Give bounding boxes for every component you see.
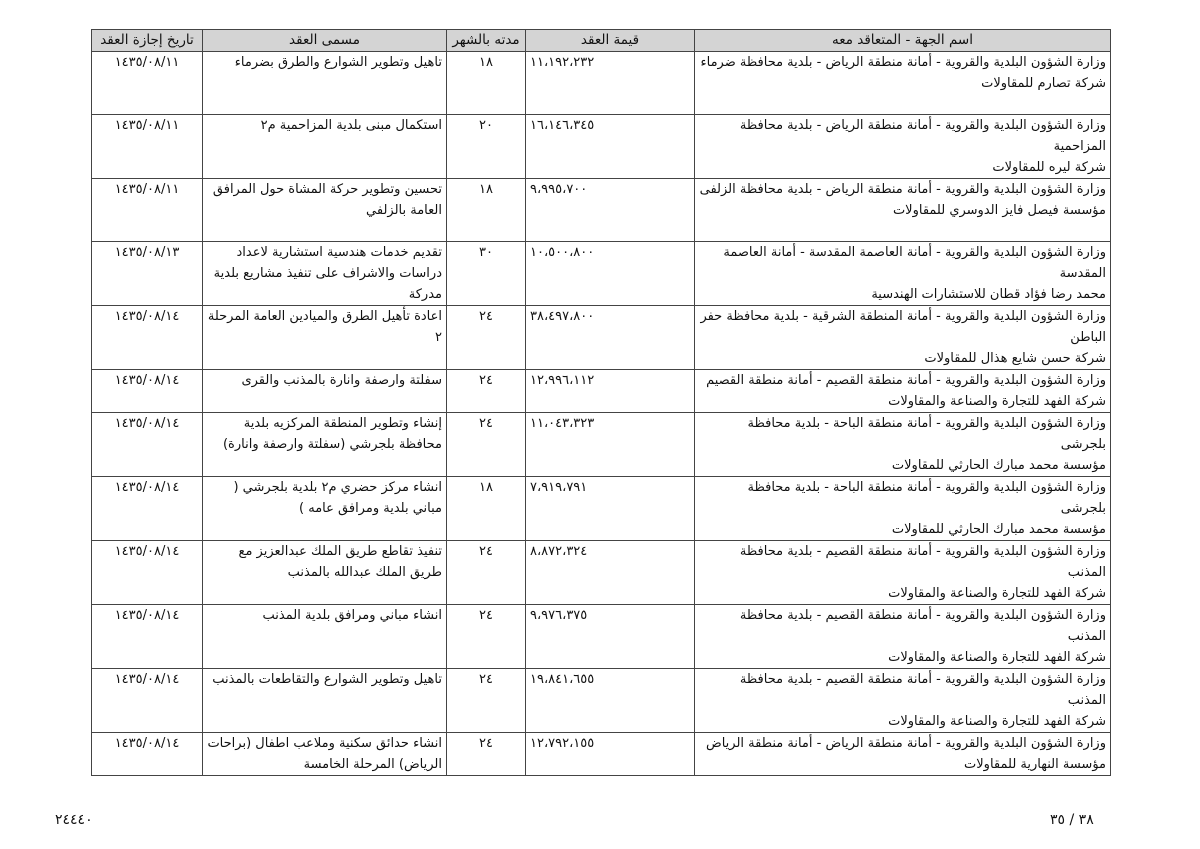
cell-value: ٨،٨٧٢،٣٢٤ [526,541,695,605]
cell-date: ١٤٣٥/٠٨/١١ [92,52,203,115]
cell-value: ٣٨،٤٩٧،٨٠٠ [526,306,695,370]
cell-title: إنشاء وتطوير المنطقة المركزيه بلدية محافظة بلجرشي (سفلتة وارصفة وانارة) [203,413,447,477]
contractor-name: شركة ليره للمقاولات [992,160,1106,175]
table-row [92,733,1111,776]
cell-duration: ٢٤ [447,306,526,370]
contractor-name: شركة حسن شايع هذال للمقاولات [924,351,1106,366]
contractor-name: مؤسسة محمد مبارك الحارثي للمقاولات [891,458,1106,473]
table-row [92,179,1111,242]
cell-entity [695,733,1111,776]
cell-title: اعادة تأهيل الطرق والميادين العامة المرحلة ٢ [203,306,447,370]
table-row [92,541,1111,605]
entity-name: وزارة الشؤون البلدية والقروية - أمانة منطقة الرياض - بلدية محافظة ضرماء [700,55,1106,70]
cell-entity [695,605,1111,669]
cell-date: ١٤٣٥/٠٨/١٤ [92,733,203,776]
cell-duration: ١٨ [447,477,526,541]
cell-title: انشاء مركز حضري م٢ بلدية بلجرشي ( مباني بلدية ومرافق عامه ) [203,477,447,541]
contractor-name: محمد رضا فؤاد قطان للاستشارات الهندسية [871,287,1106,302]
cell-title: سفلتة وارصفة وانارة بالمذنب والقرى [203,370,447,413]
cell-value: ١٠،٥٠٠،٨٠٠ [526,242,695,306]
contractor-name: شركة الفهد للتجارة والصناعة والمقاولات [888,394,1106,409]
entity-name: وزارة الشؤون البلدية والقروية - أمانة منطقة الرياض - بلدية محافظة المزاحمية [739,118,1106,154]
contractor-name: مؤسسة فيصل فايز الدوسري للمقاولات [892,203,1106,218]
cell-duration: ٣٠ [447,242,526,306]
cell-date: ١٤٣٥/٠٨/١٤ [92,413,203,477]
entity-name: وزارة الشؤون البلدية والقروية - أمانة المنطقة الشرقية - بلدية محافظة حفر الباطن [700,309,1106,345]
cell-entity [695,242,1111,306]
cell-entity [695,370,1111,413]
cell-entity [695,541,1111,605]
table-header-row [92,30,1111,52]
contractor-name: مؤسسة محمد مبارك الحارثي للمقاولات [891,522,1106,537]
table-row [92,242,1111,306]
cell-value: ٩،٩٩٥،٧٠٠ [526,179,695,242]
cell-value: ١٢،٩٩٦،١١٢ [526,370,695,413]
table-row [92,413,1111,477]
cell-entity [695,115,1111,179]
header-entity: اسم الجهة - المتعاقد معه [695,30,1111,52]
table-body [92,52,1111,776]
cell-entity [695,413,1111,477]
table-row [92,115,1111,179]
contractor-name: مؤسسة النهارية للمقاولات [964,757,1106,772]
cell-entity [695,669,1111,733]
cell-title: تاهيل وتطوير الشوارع والتقاطعات بالمذنب [203,669,447,733]
entity-name: وزارة الشؤون البلدية والقروية - أمانة منطقة القصيم - أمانة منطقة القصيم [706,373,1106,388]
cell-duration: ٢٤ [447,733,526,776]
cell-date: ١٤٣٥/٠٨/١٣ [92,242,203,306]
contractor-name: شركة الفهد للتجارة والصناعة والمقاولات [888,586,1106,601]
cell-duration: ٢٤ [447,541,526,605]
cell-value: ٧،٩١٩،٧٩١ [526,477,695,541]
cell-title: تحسين وتطوير حركة المشاة حول المرافق العامة بالزلفي [203,179,447,242]
page-number: ٣٨ / ٣٥ [1050,812,1094,828]
cell-entity [695,477,1111,541]
cell-title: انشاء مباني ومرافق بلدية المذنب [203,605,447,669]
entity-name: وزارة الشؤون البلدية والقروية - أمانة منطقة الرياض - أمانة منطقة الرياض [705,736,1106,751]
cell-date: ١٤٣٥/٠٨/١٤ [92,370,203,413]
entity-name: وزارة الشؤون البلدية والقروية - أمانة منطقة الباحة - بلدية محافظة بلجرشى [747,480,1106,516]
cell-value: ١١،٠٤٣،٣٢٣ [526,413,695,477]
entity-name: وزارة الشؤون البلدية والقروية - أمانة منطقة القصيم - بلدية محافظة المذنب [739,608,1106,644]
entity-name: وزارة الشؤون البلدية والقروية - أمانة منطقة الرياض - بلدية محافظة الزلفى [699,182,1106,197]
cell-title: تنفيذ تقاطع طريق الملك عبدالعزيز مع طريق الملك عبدالله بالمذنب [203,541,447,605]
entity-name: وزارة الشؤون البلدية والقروية - أمانة العاصمة المقدسة - أمانة العاصمة المقدسة [723,245,1106,281]
cell-entity [695,306,1111,370]
document-number: ٢٤٤٤٠ [55,812,93,828]
cell-value: ١٢،٧٩٢،١٥٥ [526,733,695,776]
cell-title: تاهيل وتطوير الشوارع والطرق بضرماء [203,52,447,115]
cell-date: ١٤٣٥/٠٨/١٤ [92,477,203,541]
cell-date: ١٤٣٥/٠٨/١١ [92,179,203,242]
cell-duration: ١٨ [447,179,526,242]
cell-entity [695,179,1111,242]
cell-duration: ٢٤ [447,413,526,477]
entity-name: وزارة الشؤون البلدية والقروية - أمانة منطقة القصيم - بلدية محافظة المذنب [739,544,1106,580]
table-row [92,605,1111,669]
cell-date: ١٤٣٥/٠٨/١٤ [92,541,203,605]
cell-value: ١٩،٨٤١،٦٥٥ [526,669,695,733]
header-duration: مدته بالشهر [447,30,526,52]
contractor-name: شركة تصارم للمقاولات [981,76,1106,91]
cell-date: ١٤٣٥/٠٨/١٤ [92,669,203,733]
cell-value: ١٦،١٤٦،٣٤٥ [526,115,695,179]
cell-value: ٩،٩٧٦،٣٧٥ [526,605,695,669]
header-date: تاريخ إجازة العقد [92,30,203,52]
cell-duration: ٢٤ [447,669,526,733]
cell-duration: ١٨ [447,52,526,115]
contracts-table [91,29,1111,776]
cell-title: تقديم خدمات هندسية استشارية لاعداد دراسات والاشراف على تنفيذ مشاريع بلدية مدركة [203,242,447,306]
cell-date: ١٤٣٥/٠٨/١٤ [92,605,203,669]
cell-date: ١٤٣٥/٠٨/١٤ [92,306,203,370]
cell-value: ١١،١٩٢،٢٣٢ [526,52,695,115]
table-row [92,477,1111,541]
header-title: مسمى العقد [203,30,447,52]
table-row [92,370,1111,413]
cell-duration: ٢٤ [447,370,526,413]
table-row [92,52,1111,115]
cell-entity [695,52,1111,115]
entity-name: وزارة الشؤون البلدية والقروية - أمانة منطقة القصيم - بلدية محافظة المذنب [739,672,1106,708]
table-row [92,669,1111,733]
table-row [92,306,1111,370]
cell-duration: ٢٠ [447,115,526,179]
header-value: قيمة العقد [526,30,695,52]
cell-date: ١٤٣٥/٠٨/١١ [92,115,203,179]
entity-name: وزارة الشؤون البلدية والقروية - أمانة منطقة الباحة - بلدية محافظة بلجرشى [747,416,1106,452]
contractor-name: شركة الفهد للتجارة والصناعة والمقاولات [888,650,1106,665]
cell-duration: ٢٤ [447,605,526,669]
cell-title: انشاء حدائق سكنية وملاعب اطفال (براحات الرياض) المرحلة الخامسة [203,733,447,776]
cell-title: استكمال مبنى بلدية المزاحمية م٢ [203,115,447,179]
contractor-name: شركة الفهد للتجارة والصناعة والمقاولات [888,714,1106,729]
